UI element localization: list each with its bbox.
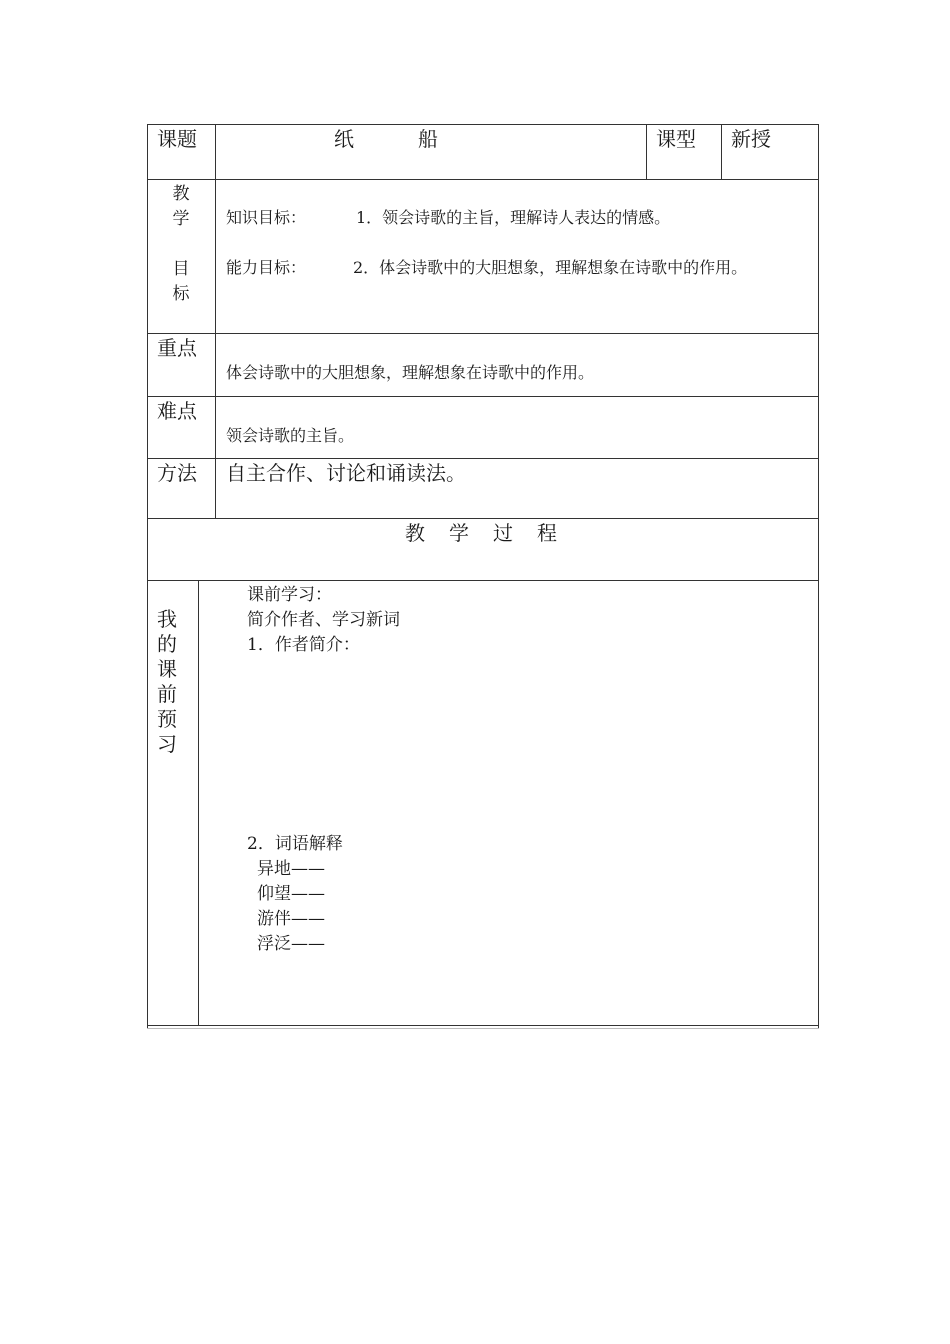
table-border-bottom-shadow bbox=[147, 1028, 819, 1029]
type-label-divider bbox=[646, 124, 647, 179]
key-point-text: 体会诗歌中的大胆想象，理解想象在诗歌中的作用。 bbox=[226, 363, 595, 382]
row-divider-difficulty bbox=[147, 396, 819, 397]
topic-label: 课题 bbox=[157, 127, 197, 151]
knowledge-goal-label: 知识目标： bbox=[226, 208, 307, 227]
preview-heading: 课前学习： bbox=[247, 585, 332, 605]
preview-label-char: 前 bbox=[157, 682, 177, 706]
difficulty-label: 难点 bbox=[157, 399, 197, 423]
difficulty-text: 领会诗歌的主旨。 bbox=[226, 426, 355, 445]
method-label: 方法 bbox=[157, 461, 197, 485]
preview-label bbox=[156, 607, 178, 757]
vocabulary-word: 异地—— bbox=[257, 859, 325, 879]
lesson-type-label: 课型 bbox=[656, 127, 696, 151]
vocabulary-word: 浮泛—— bbox=[257, 934, 325, 954]
objectives-label-char: 学 bbox=[172, 209, 190, 229]
label-column-divider bbox=[215, 124, 216, 518]
process-heading-char: 过 bbox=[493, 521, 513, 545]
preview-label-char: 的 bbox=[157, 632, 177, 656]
lesson-title-char-1: 纸 bbox=[334, 127, 354, 151]
preview-label-char: 课 bbox=[157, 657, 177, 681]
lesson-type-value: 新授 bbox=[731, 127, 771, 151]
lesson-title-char-2: 船 bbox=[418, 127, 438, 151]
objectives-label bbox=[169, 182, 193, 307]
knowledge-goal-text: 1．领会诗歌的主旨，理解诗人表达的情感。 bbox=[356, 208, 671, 227]
author-intro-item: 1．作者简介： bbox=[247, 635, 360, 655]
table-border-left bbox=[147, 124, 148, 1028]
table-border-top bbox=[147, 124, 819, 125]
type-value-divider bbox=[721, 124, 722, 179]
ability-goal-text: 2．体会诗歌中的大胆想象，理解想象在诗歌中的作用。 bbox=[353, 258, 748, 277]
vocabulary-word: 仰望—— bbox=[257, 884, 325, 904]
table-border-right bbox=[818, 124, 819, 1028]
preview-column-divider bbox=[198, 580, 199, 1025]
objectives-label-char: 目 bbox=[172, 259, 190, 279]
vocabulary-word: 游伴—— bbox=[257, 909, 325, 929]
process-heading bbox=[405, 521, 557, 545]
preview-label-char: 预 bbox=[157, 707, 177, 731]
vocabulary-item: 2．词语解释 bbox=[247, 834, 343, 854]
process-heading-char: 学 bbox=[449, 521, 469, 545]
row-divider-preview bbox=[147, 580, 819, 581]
row-divider-objectives bbox=[147, 179, 819, 180]
row-divider-method bbox=[147, 458, 819, 459]
row-divider-process bbox=[147, 518, 819, 519]
process-heading-char: 程 bbox=[537, 521, 557, 545]
objectives-label-char: 教 bbox=[172, 184, 190, 204]
preview-label-char: 我 bbox=[157, 607, 177, 631]
key-point-label: 重点 bbox=[157, 336, 197, 360]
preview-subheading: 简介作者、学习新词 bbox=[247, 610, 400, 630]
row-divider-keypoint bbox=[147, 333, 819, 334]
preview-label-char: 习 bbox=[157, 732, 177, 756]
table-border-bottom bbox=[147, 1025, 819, 1026]
method-text: 自主合作、讨论和诵读法。 bbox=[226, 461, 466, 485]
objectives-label-char: 标 bbox=[172, 284, 190, 304]
process-heading-char: 教 bbox=[405, 521, 425, 545]
ability-goal-label: 能力目标： bbox=[226, 258, 307, 277]
